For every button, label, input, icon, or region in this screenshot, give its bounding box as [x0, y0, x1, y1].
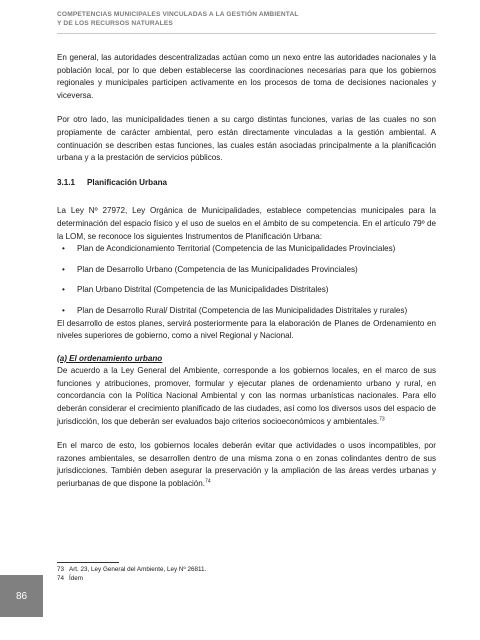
header-line-2: Y DE LOS RECURSOS NATURALES [57, 20, 173, 27]
paragraph-plans: El desarrollo de estos planes, servirá posteriormente para la elaboración de Planes de Ordenamiento en niveles superiores de gobierno, como a nivel Regional y Nacional. [57, 318, 436, 341]
bullet-marker: • [62, 285, 65, 295]
section-heading [57, 177, 436, 190]
footnote-ref: 74 [205, 478, 211, 485]
paragraph-incompatible: En el marco de esto, los gobiernos locales deberán evitar que actividades o usos incompatibles, por razones ambientales, se desarrollen dentro de una misma zona o en zonas colindantes dentro de sus jurisdicciones. También deben asegurar la preservación y la ampliación de las áreas verdes urbanas y periurbanas de que dispone la población.$^{74}$ [57, 441, 436, 489]
running-header [57, 10, 437, 28]
paragraph-functions: Por otro lado, las municipalidades tienen a su cargo distintas funciones, varias de las cuales no son propiamente de carácter ambiental, pero están directamente vinculadas a la gestión ambiental. A continuación se describen estas funciones, las cuales están asociadas principalmente a la planificación urbana y a la prestación de servicios públicos. [57, 115, 436, 163]
footnote-item: 73 Art. 23, Ley General del Ambiente, Ley Nº 26811. [57, 566, 207, 573]
section-number: 3.1.1 [57, 177, 76, 187]
page-number: 86 [0, 575, 43, 617]
section-title: Planificación Urbana [87, 177, 168, 187]
footnote-ref: 73 [379, 415, 385, 422]
list-item: • Plan de Acondicionamiento Territorial (Competencia de las Municipalidades Provinciales) [57, 243, 436, 256]
footnotes [57, 566, 437, 583]
paragraph-ordenamiento: De acuerdo a la Ley General del Ambiente, corresponde a los gobiernos locales, en el marco de sus funciones y atribuciones, promover, formular y ejecutar planes de ordenamiento urbano y rural, en concordancia con la Política Nacional Ambiental y con las normas urbanísticas nacionales. Para ello deberán considerar el crecimiento planificado de las ciudades, así como los diversos usos del espacio de jurisdicción, los que deberán ser evaluados bajo criterios socioeconómicos y ambientales.$^{73}$ [57, 366, 436, 426]
subheading: (a) El ordenamiento urbano [57, 353, 163, 363]
bullet-marker: • [62, 244, 65, 254]
footnote-divider [57, 562, 119, 563]
page-body [57, 52, 436, 491]
list-item: • Plan de Desarrollo Urbano (Competencia de las Municipalidades Provinciales) [57, 264, 436, 277]
header-divider [57, 33, 436, 34]
list-item: • Plan Urbano Distrital (Competencia de las Municipalidades Distritales) [57, 284, 436, 297]
list-item: • Plan de Desarrollo Rural/ Distrital (Competencia de las Municipalidades Distritales y rurales) [57, 305, 436, 318]
bullet-marker: • [62, 264, 65, 274]
footnote-item: 74 Ídem [57, 574, 83, 582]
paragraph-intro: En general, las autoridades descentralizadas actúan como un nexo entre las autoridades nacionales y la población local, por lo que deben establecerse las coordinaciones necesarias para que los gobiernos regionales y municipales participen activamente en los procesos de toma de decisiones nacionales y viceversa. [57, 53, 436, 100]
planning-instruments-list [57, 243, 436, 317]
bullet-marker: • [62, 305, 65, 315]
paragraph-law: La Ley Nº 27972, Ley Orgánica de Municipalidades, establece competencias municipales para la determinación del espacio físico y el uso de suelos en el ámbito de su competencia. En el artículo 79º de la LOM, se reconoce los siguientes Instrumentos de Planificación Urbana: [57, 206, 436, 241]
header-line-1: COMPETENCIAS MUNICIPALES VINCULADAS A LA GESTIÓN AMBIENTAL [57, 11, 299, 18]
